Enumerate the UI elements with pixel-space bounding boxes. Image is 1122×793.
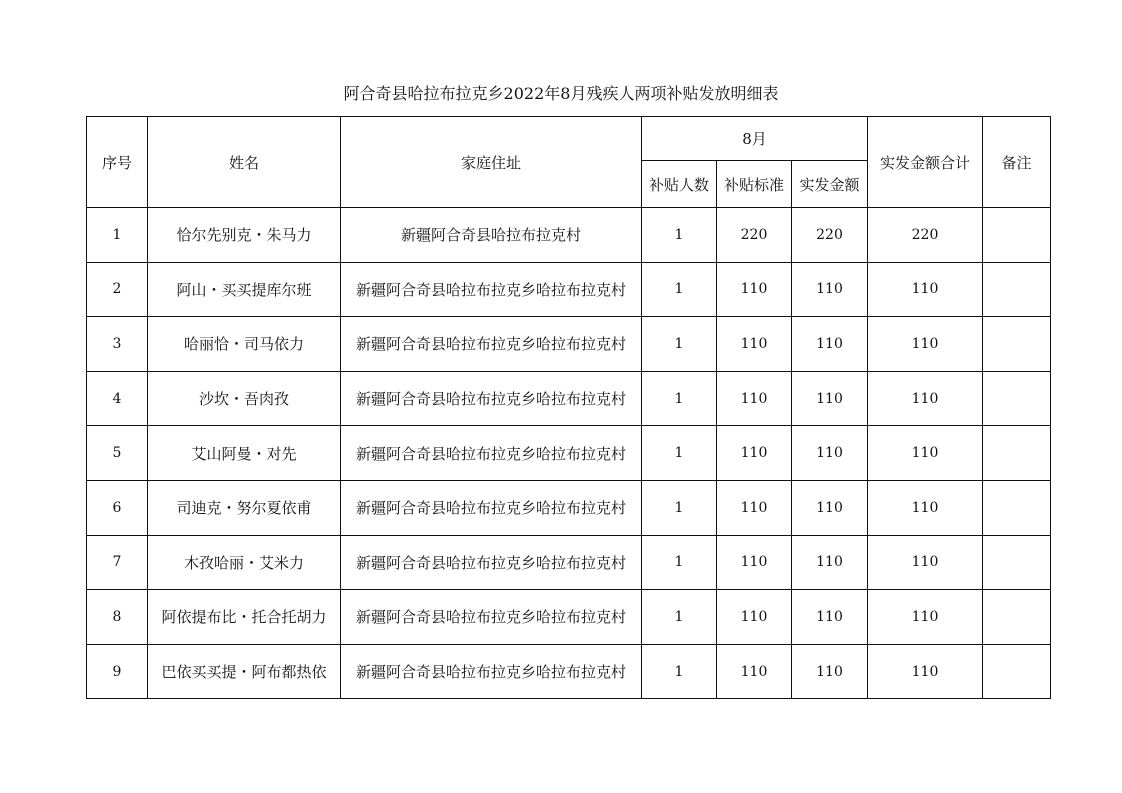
header-remark: 备注 <box>983 117 1051 208</box>
header-month: 8月 <box>642 117 868 161</box>
cell-address: 新疆阿合奇县哈拉布拉克乡哈拉布拉克村 <box>341 480 642 535</box>
cell-standard: 110 <box>717 426 792 481</box>
cell-name: 阿依提布比・托合托胡力 <box>148 590 341 645</box>
cell-standard: 110 <box>717 262 792 317</box>
cell-address: 新疆阿合奇县哈拉布拉克乡哈拉布拉克村 <box>341 535 642 590</box>
cell-paid: 110 <box>792 535 868 590</box>
cell-address: 新疆阿合奇县哈拉布拉克村 <box>341 208 642 263</box>
cell-address: 新疆阿合奇县哈拉布拉克乡哈拉布拉克村 <box>341 317 642 372</box>
cell-paid: 220 <box>792 208 868 263</box>
header-paid: 实发金额 <box>792 161 868 208</box>
cell-people: 1 <box>642 480 717 535</box>
cell-paid: 110 <box>792 480 868 535</box>
cell-paid: 110 <box>792 371 868 426</box>
header-seq: 序号 <box>87 117 148 208</box>
document-title: 阿合奇县哈拉布拉克乡2022年8月残疾人两项补贴发放明细表 <box>343 84 779 103</box>
cell-standard: 110 <box>717 590 792 645</box>
header-standard: 补贴标准 <box>717 161 792 208</box>
cell-name: 艾山阿曼・对先 <box>148 426 341 481</box>
cell-total: 110 <box>868 262 983 317</box>
cell-paid: 110 <box>792 317 868 372</box>
cell-name: 木孜哈丽・艾米力 <box>148 535 341 590</box>
cell-standard: 110 <box>717 644 792 699</box>
subsidy-table <box>86 116 1051 699</box>
cell-total: 110 <box>868 426 983 481</box>
table-row <box>87 426 1051 481</box>
table-row <box>87 262 1051 317</box>
cell-standard: 110 <box>717 317 792 372</box>
cell-seq: 1 <box>87 208 148 263</box>
cell-total: 110 <box>868 644 983 699</box>
cell-total: 110 <box>868 317 983 372</box>
cell-name: 恰尔先别克・朱马力 <box>148 208 341 263</box>
cell-seq: 9 <box>87 644 148 699</box>
cell-name: 沙坎・吾肉孜 <box>148 371 341 426</box>
cell-name: 阿山・买买提库尔班 <box>148 262 341 317</box>
header-address: 家庭住址 <box>341 117 642 208</box>
cell-people: 1 <box>642 371 717 426</box>
table-header <box>87 117 1051 208</box>
cell-people: 1 <box>642 208 717 263</box>
cell-name: 哈丽恰・司马依力 <box>148 317 341 372</box>
cell-seq: 6 <box>87 480 148 535</box>
cell-name: 司迪克・努尔夏依甫 <box>148 480 341 535</box>
cell-standard: 110 <box>717 371 792 426</box>
header-total: 实发金额合计 <box>868 117 983 208</box>
cell-standard: 110 <box>717 535 792 590</box>
cell-people: 1 <box>642 262 717 317</box>
table-row <box>87 317 1051 372</box>
cell-remark <box>983 590 1051 645</box>
cell-name: 巴依买买提・阿布都热依 <box>148 644 341 699</box>
cell-paid: 110 <box>792 426 868 481</box>
cell-total: 110 <box>868 371 983 426</box>
table-row <box>87 590 1051 645</box>
cell-address: 新疆阿合奇县哈拉布拉克乡哈拉布拉克村 <box>341 371 642 426</box>
cell-people: 1 <box>642 644 717 699</box>
cell-standard: 220 <box>717 208 792 263</box>
table-row <box>87 535 1051 590</box>
cell-remark <box>983 535 1051 590</box>
cell-remark <box>983 262 1051 317</box>
cell-paid: 110 <box>792 644 868 699</box>
header-name: 姓名 <box>148 117 341 208</box>
cell-people: 1 <box>642 317 717 372</box>
table-body <box>87 208 1051 699</box>
cell-remark <box>983 317 1051 372</box>
cell-seq: 5 <box>87 426 148 481</box>
cell-remark <box>983 371 1051 426</box>
table-row <box>87 480 1051 535</box>
cell-address: 新疆阿合奇县哈拉布拉克乡哈拉布拉克村 <box>341 262 642 317</box>
cell-seq: 2 <box>87 262 148 317</box>
cell-remark <box>983 480 1051 535</box>
cell-remark <box>983 426 1051 481</box>
cell-seq: 4 <box>87 371 148 426</box>
cell-address: 新疆阿合奇县哈拉布拉克乡哈拉布拉克村 <box>341 644 642 699</box>
cell-total: 110 <box>868 480 983 535</box>
cell-remark <box>983 644 1051 699</box>
cell-total: 110 <box>868 590 983 645</box>
table-row <box>87 371 1051 426</box>
cell-paid: 110 <box>792 590 868 645</box>
header-people: 补贴人数 <box>642 161 717 208</box>
cell-standard: 110 <box>717 480 792 535</box>
table-row <box>87 208 1051 263</box>
cell-seq: 8 <box>87 590 148 645</box>
cell-people: 1 <box>642 535 717 590</box>
cell-address: 新疆阿合奇县哈拉布拉克乡哈拉布拉克村 <box>341 590 642 645</box>
cell-people: 1 <box>642 426 717 481</box>
table-row <box>87 644 1051 699</box>
cell-paid: 110 <box>792 262 868 317</box>
cell-total: 220 <box>868 208 983 263</box>
cell-remark <box>983 208 1051 263</box>
cell-seq: 7 <box>87 535 148 590</box>
cell-people: 1 <box>642 590 717 645</box>
cell-address: 新疆阿合奇县哈拉布拉克乡哈拉布拉克村 <box>341 426 642 481</box>
cell-seq: 3 <box>87 317 148 372</box>
cell-total: 110 <box>868 535 983 590</box>
